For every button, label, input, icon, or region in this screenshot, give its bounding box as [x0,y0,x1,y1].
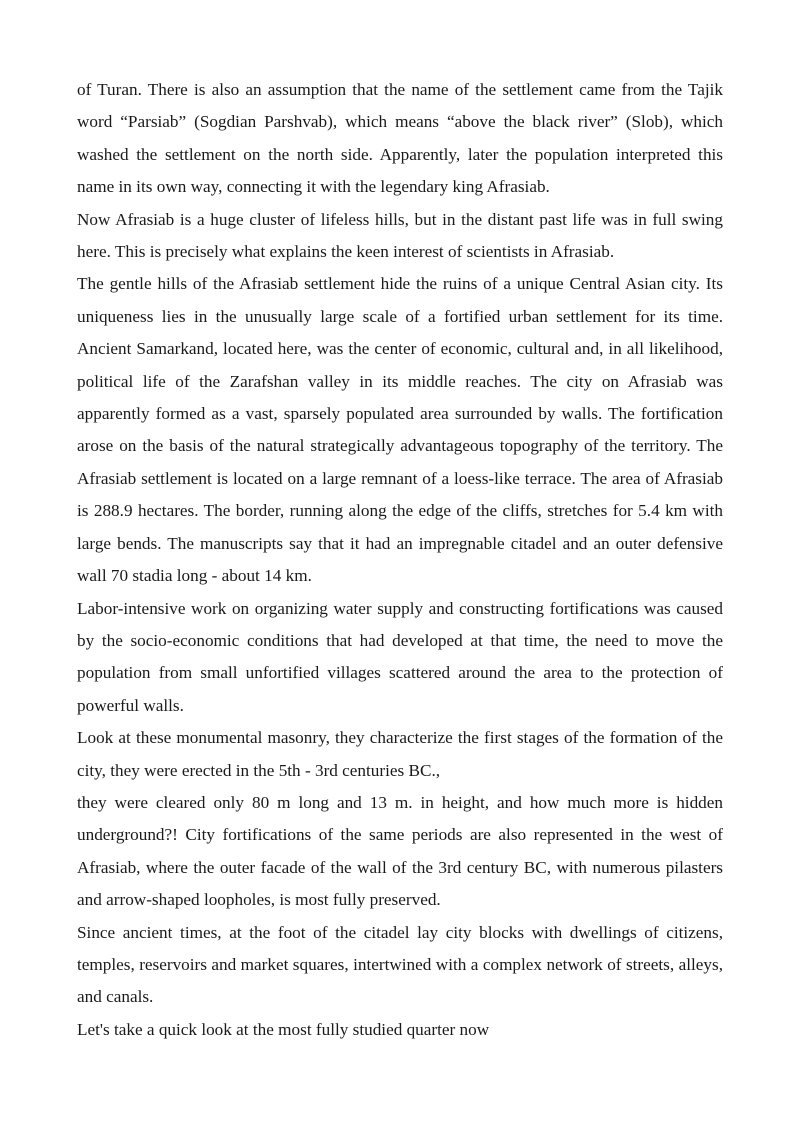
paragraph-turan-name-origin: of Turan. There is also an assumption that the name of the settlement came from the Tajik word “Parsiab” (Sogdian Parshvab), which means “above the black river” (Slob), which washed the settlement on the north side. Apparently, later the population interpreted this name in its own way, connecting it with the legendary king Afrasiab. [77,80,723,197]
paragraph-city-blocks: Since ancient times, at the foot of the citadel lay city blocks with dwellings of citizens, temples, reservoirs and market squares, intertwined with a complex network of streets, alleys, and canals. [77,922,723,1007]
paragraph-unique-city: The gentle hills of the Afrasiab settlement hide the ruins of a unique Central Asian city. Its uniqueness lies in the unusually large scale of a fortified urban settlement for its time. Ancient Samarkand, located here, was the center of economic, cultural and, in all likelihood, political life of the Zarafshan valley in its middle reaches. The city on Afrasiab was apparently formed as a vast, sparsely populated area surrounded by walls. The fortification arose on the basis of the natural strategically advantageous topography of the territory. The Afrasiab settlement is located on a large remnant of a loess-like terrace. The area of Afrasiab is 288.9 hectares. The border, running along the edge of the cliffs, stretches for 5.4 km with large bends. The manuscripts say that it had an impregnable citadel and an outer defensive wall 70 stadia long - about 14 km. [77,274,723,586]
paragraph-water-supply: Labor-intensive work on organizing water supply and constructing fortifications was caused by the socio-economic conditions that had developed at that time, the need to move the population from small unfortified villages scattered around the area to the protection of powerful walls. [77,598,723,715]
paragraph-studied-quarter: Let's take a quick look at the most fully studied quarter now [77,1019,490,1039]
document-body [77,74,723,1046]
paragraph-monumental-masonry: Look at these monumental masonry, they characterize the first stages of the formation of the city, they were erected in the 5th - 3rd centuries BC., [77,728,723,780]
paragraph-fortifications: they were cleared only 80 m long and 13 m. in height, and how much more is hidden underground?! City fortifications of the same periods are also represented in the west of Afrasiab, where the outer facade of the wall of the 3rd century BC, with numerous pilasters and arrow-shaped loopholes, is most fully preserved. [77,792,723,910]
paragraph-lifeless-hills: Now Afrasiab is a huge cluster of lifeless hills, but in the distant past life was in full swing here. This is precisely what explains the keen interest of scientists in Afrasiab. [77,209,723,262]
